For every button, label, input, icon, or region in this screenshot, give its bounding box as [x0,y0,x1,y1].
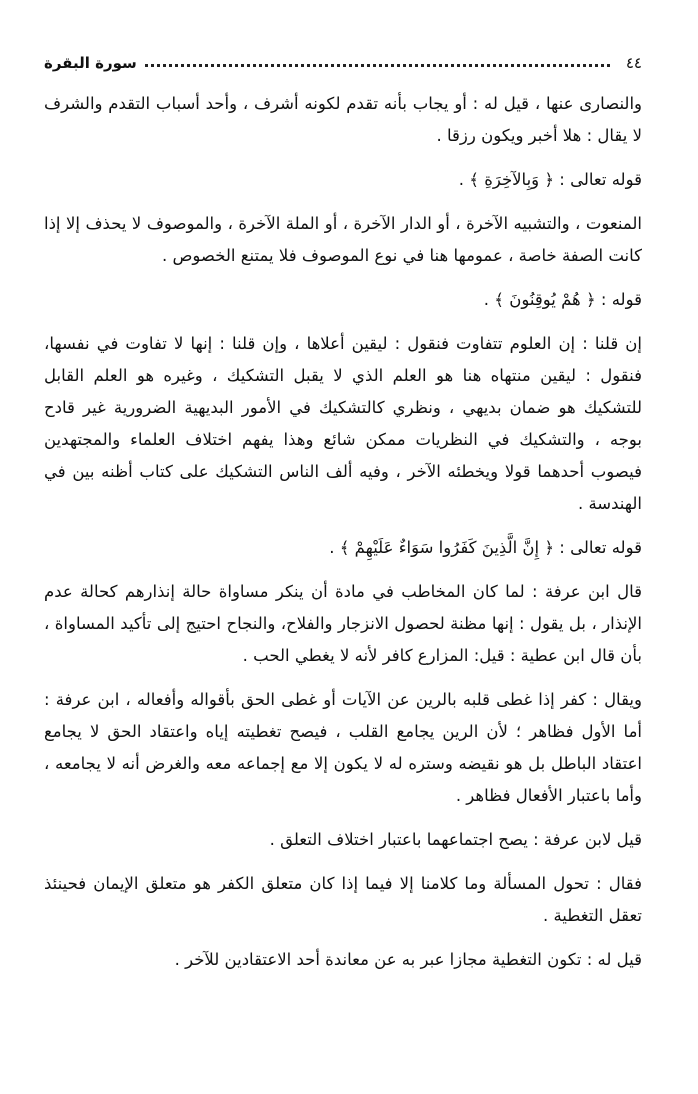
paragraph-8: قيل له : تكون التغطية مجازا عبر به عن معاندة أحد الاعتقادين للآخر . [174,950,642,969]
paragraph-5: ويقال : كفر إذا غطى قلبه بالرين عن الآيات أو غطى الحق بأقواله وأفعاله ، ابن عرفة : أما الأول فظاهر ؛ لأن الرين يجامع القلب ، فيصح تغطيته إياه واعتقاد الحق لا يجامع اعتقاد الباطل بل هو نقيضه وستره له لا يكون إلا مع إجماعه معه والغرض أنه لا يجامعه ، وأما باعتبار الأفعال فظاهر . [44,690,642,805]
paragraph-7: فقال : تحول المسألة وما كلامنا إلا فيما إذا كان متعلق الكفر هو متعلق الإيمان فحينئذ تعقل التغطية . [44,874,642,925]
paragraph-2: المنعوت ، والتشبيه الآخرة ، أو الدار الآخرة ، أو الملة الآخرة ، والموصوف لا يحذف إلا إذا كانت الصفة خاصة ، عمومها هنا في نوع الموصوف فلا يمتنع الخصوص . [44,214,642,265]
page-number: ٤٤ [625,54,642,72]
page-body [44,88,642,976]
paragraph-3: إن قلنا : إن العلوم تتفاوت فنقول : ليقين أعلاها ، وإن قلنا : إنها لا تفاوت في نفسها، فنقول : ليقين منتهاه هنا هو العلم الذي لا يقبل التشكيك ، وغيره هو العلم القابل للتشكيك هو ضمان بديهي ، ونظري كالتشكيك في الأمور البديهية الضرورية غير قادح بوجه ، والتشكيك في النظريات ممكن شائع وهذا يفهم اختلاف العلماء والمجتهدين فيصوب أحدهما قولا ويخطئه الآخر ، وفيه ألف الناس التشكيك على كتاب أظنه بين في الهندسة . [44,334,642,513]
header-dotted-rule [145,64,610,67]
paragraph-4: قال ابن عرفة : لما كان المخاطب في مادة أن ينكر مساواة حالة إنذارهم كحالة عدم الإنذار ، بل يقول : إنها مظنة لحصول الانزجار والفلاح، والنجاح احتيج إلى تأكيد المساواة ، بأن قال ابن عطية : قيل: المزارع كافر لأنه لا يغطي الحب . [44,582,642,665]
page-header [44,52,642,74]
surah-title: سورة البقرة [44,54,137,72]
verse-heading-3: قوله تعالى : ﴿ إِنَّ الَّذِينَ كَفَرُوا سَوَاءٌ عَلَيْهِمْ ﴾ . [329,538,642,557]
verse-heading-1: قوله تعالى : ﴿ وَبِالآخِرَةِ ﴾ . [458,170,642,189]
paragraph-6: قيل لابن عرفة : يصح اجتماعهما باعتبار اختلاف التعلق . [269,830,642,849]
verse-heading-2: قوله : ﴿ هُمْ يُوقِنُونَ ﴾ . [483,290,642,309]
paragraph-1: والنصارى عنها ، قيل له : أو يجاب بأنه تقدم لكونه أشرف ، وأحد أسباب التقدم والشرف لا يقال : هلا أخبر ويكون رزقا . [44,94,642,145]
